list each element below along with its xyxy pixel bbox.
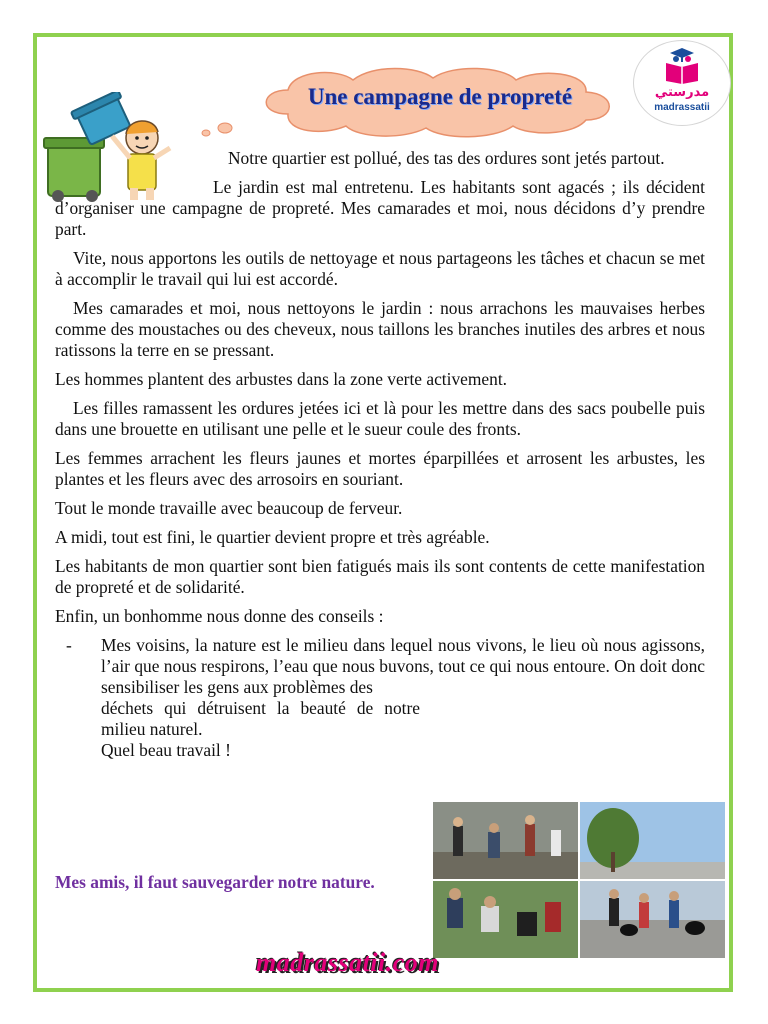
paragraph: Les filles ramassent les ordures jetées ici et là pour les mettre dans des sacs poubelle puis dans une brouette en utilisant une pelle et le sueur coule des fronts.	[55, 398, 705, 439]
madrassatii-logo	[633, 40, 731, 126]
quote-main: Mes voisins, la nature est le milieu dans lequel nous vivons, le lieu où nous agissons, l’air que nous respirons, l’eau que nous buvons, tout ce qui nous entoure. On doit donc sensibiliser les gens aux problèmes des	[101, 635, 705, 697]
paragraph: Vite, nous apportons les outils de nettoyage et nous partageons les tâches et chacun se met à accomplir le travail qui lui est accordé.	[55, 248, 705, 289]
paragraph: Les hommes plantent des arbustes dans la zone verte activement.	[55, 369, 508, 389]
advice-quote	[55, 635, 705, 761]
page-title: Une campagne de propreté	[307, 84, 573, 109]
cleanup-campaign-photo-collage	[433, 802, 725, 958]
paragraph: Tout le monde travaille avec beaucoup de ferveur.	[55, 498, 403, 518]
book-icon	[662, 47, 702, 85]
paragraph: Le jardin est mal entretenu. Les habitants sont agacés ; ils décident d’organiser une campagne de propreté. Mes camarades et moi, nous décidons d’y prendre part.	[55, 177, 705, 239]
paragraph: Les femmes arrachent les fleurs jaunes et mortes éparpillées et arrosent les arbustes, les plantes et les fleurs avec des arrosoirs en souriant.	[55, 448, 705, 489]
closing-message: Mes amis, il faut sauvegarder notre nature.	[55, 872, 375, 892]
quote-end: Quel beau travail !	[101, 740, 231, 760]
quote-tail: déchets qui détruisent la beauté de notre milieu naturel.	[101, 698, 420, 739]
logo-latin-text: madrassatii	[654, 102, 710, 113]
list-dash: -	[66, 635, 72, 655]
footer-watermark: madrassatii.com	[255, 948, 439, 977]
paragraph: Les habitants de mon quartier sont bien fatigués mais ils sont contents de cette manifestation de propreté et de solidarité.	[55, 556, 705, 597]
paragraph: Enfin, un bonhomme nous donne des conseils :	[55, 606, 384, 626]
cloud-bubbles	[195, 120, 235, 140]
paragraph: A midi, tout est fini, le quartier devient propre et très agréable.	[55, 527, 490, 547]
paragraph: Notre quartier est pollué, des tas des ordures sont jetés partout.	[228, 148, 665, 168]
logo-arabic-text: مدرستي	[654, 85, 710, 100]
story-text	[55, 148, 705, 761]
paragraph: Mes camarades et moi, nous nettoyons le jardin : nous arrachons les mauvaises herbes comme des moustaches ou des cheveux, nous taillons les branches inutiles des arbres et nous ratissons la terre en se pressant.	[55, 298, 705, 360]
